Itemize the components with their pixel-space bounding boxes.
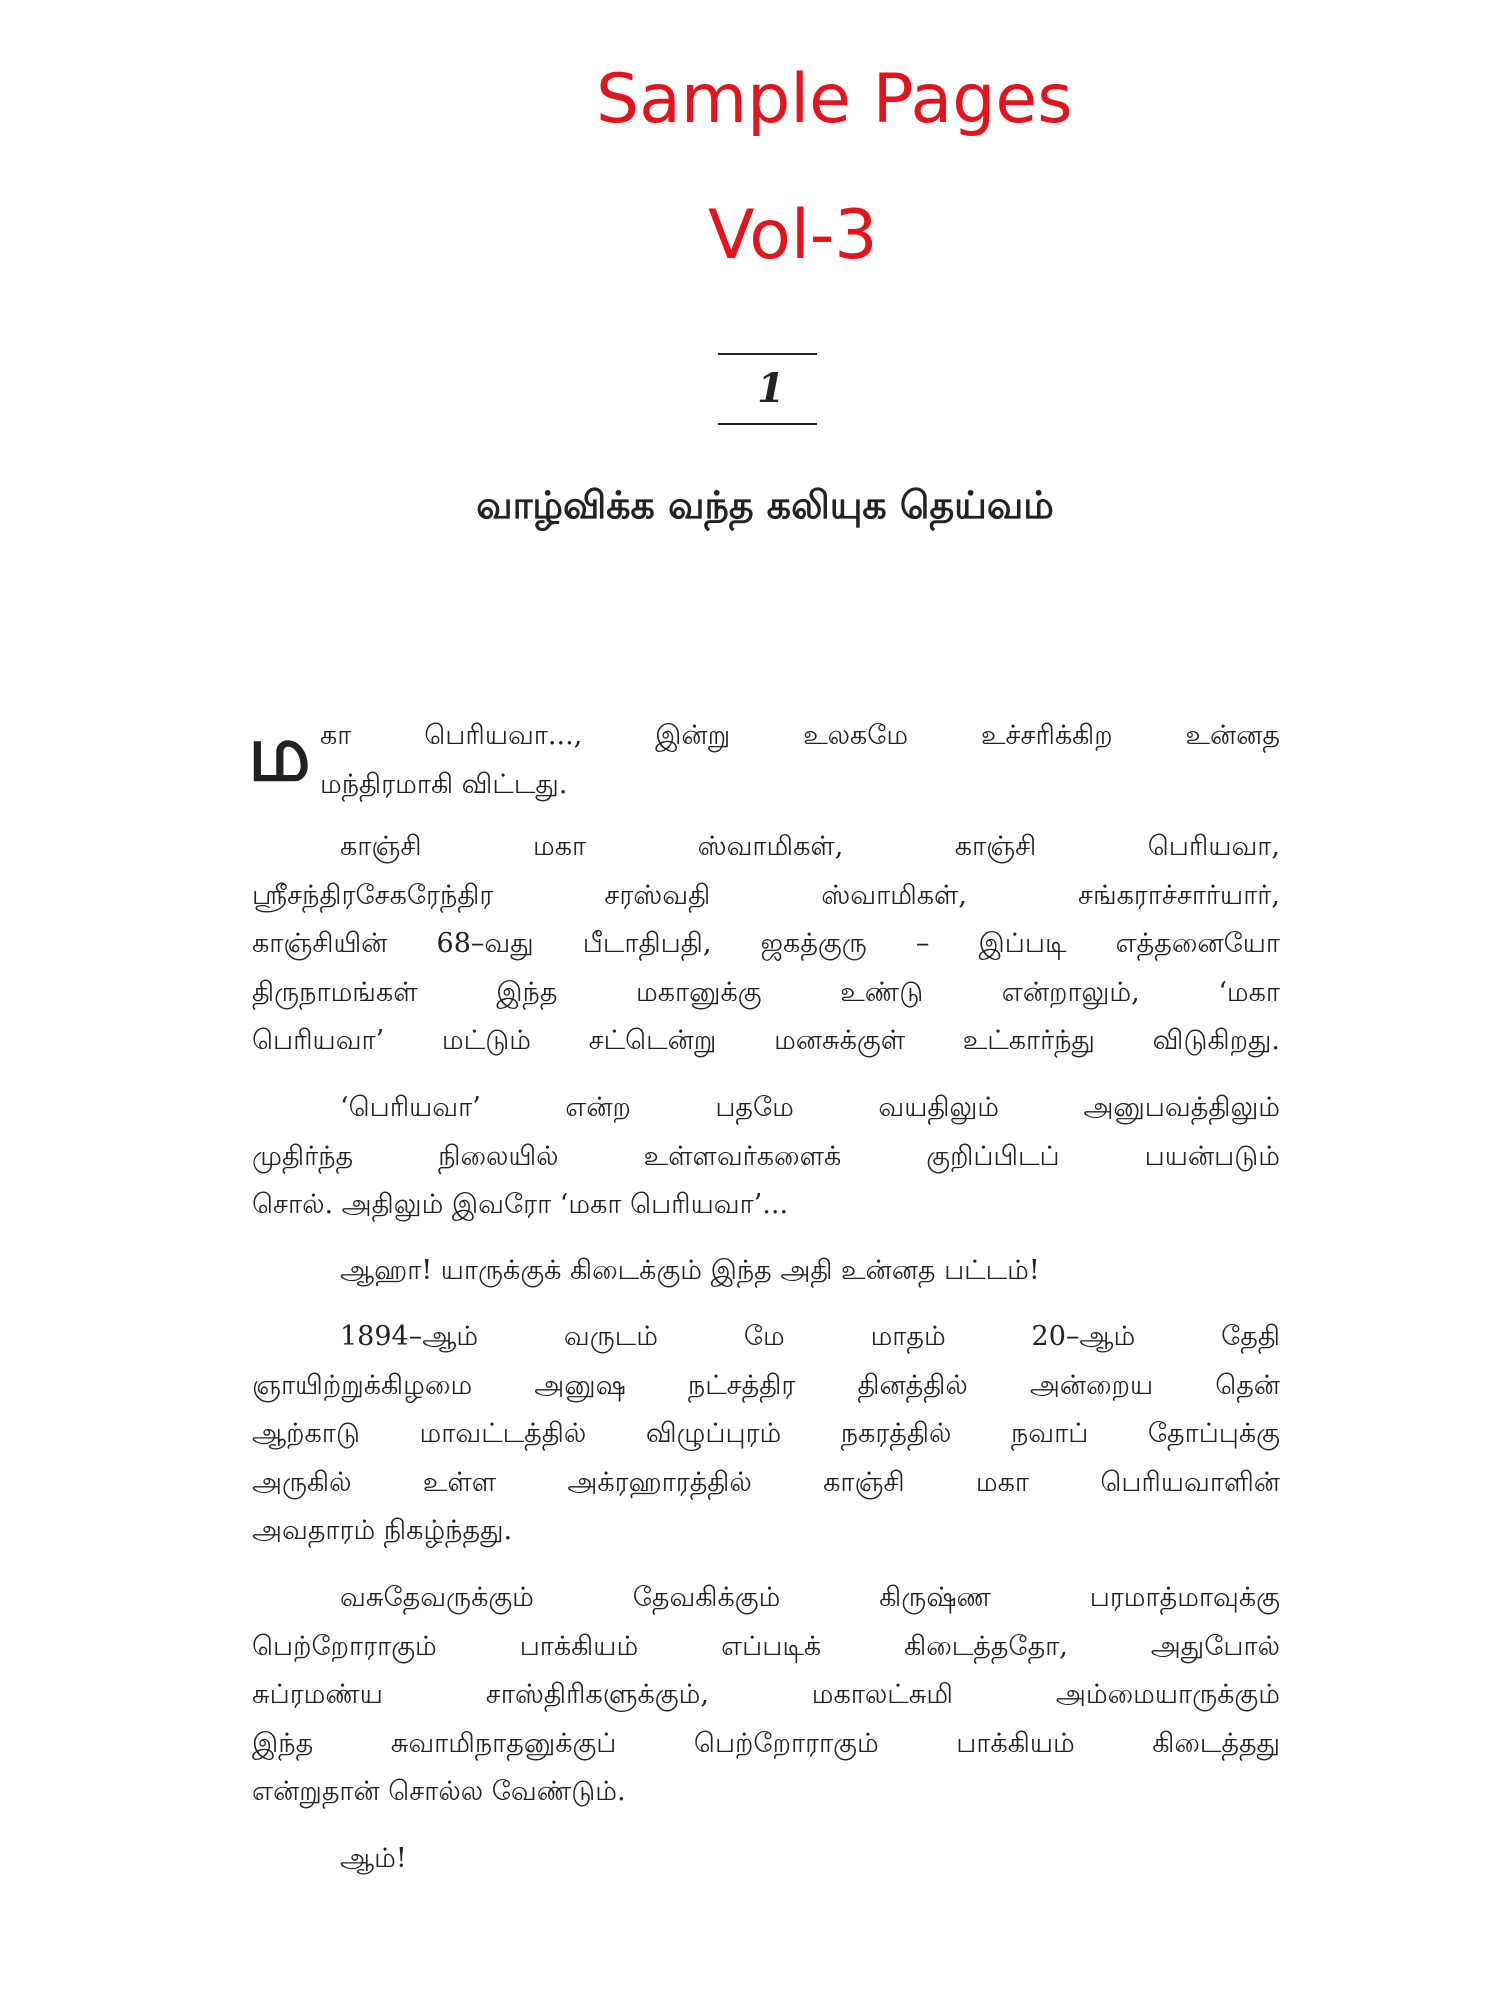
- chapter-number: 1: [757, 365, 785, 412]
- paragraph-1: [320, 712, 1280, 809]
- volume-label: Vol-3: [708, 196, 878, 275]
- text-line: ஞாயிற்றுக்கிழமை அனுஷ நட்சத்திர தினத்தில் அன்றைய தென்: [252, 1369, 1280, 1401]
- text-line: கா பெரியவா..., இன்று உலகமே உச்சரிக்கிற உன்னத: [320, 720, 1280, 751]
- text-line: அவதாரம் நிகழ்ந்தது.: [252, 1515, 513, 1546]
- paragraph-2: [252, 823, 1280, 1066]
- chapter-rule-top: [718, 353, 817, 355]
- text-line: திருநாமங்கள் இந்த மகானுக்கு உண்டு என்றாலும், ‘மகா: [252, 976, 1280, 1008]
- text-line: சொல். அதிலும் இவரோ ‘மகா பெரியவா’...: [252, 1189, 789, 1220]
- text-line: பெற்றோராகும் பாக்கியம் எப்படிக் கிடைத்ததோ, அதுபோல்: [252, 1630, 1280, 1662]
- text-line: ஆஹா! யாருக்குக் கிடைக்கும் இந்த அதி உன்னத பட்டம்!: [340, 1255, 1040, 1286]
- text-line: அருகில் உள்ள அக்ரஹாரத்தில் காஞ்சி மகா பெரியவாளின்: [252, 1466, 1280, 1498]
- text-line: காஞ்சி மகா ஸ்வாமிகள், காஞ்சி பெரியவா,: [340, 831, 1280, 862]
- paragraph-4: [252, 1247, 1280, 1296]
- paragraph-5: [252, 1313, 1280, 1556]
- paragraph-3: [252, 1084, 1280, 1230]
- text-line: மந்திரமாகி விட்டது.: [320, 768, 568, 800]
- text-line: முதிர்ந்த நிலையில் உள்ளவர்களைக் குறிப்பிடப் பயன்படும்: [252, 1140, 1280, 1172]
- text-line: ஸ்ரீசந்திரசேகரேந்திர சரஸ்வதி ஸ்வாமிகள், சங்கராச்சார்யார்,: [252, 879, 1280, 911]
- text-line: ‘பெரியவா’ என்ற பதமே வயதிலும் அனுபவத்திலும்: [340, 1092, 1280, 1123]
- chapter-rule-bottom: [718, 423, 817, 425]
- sample-pages-heading: Sample Pages: [596, 60, 1073, 139]
- chapter-title: வாழ்விக்க வந்த கலியுக தெய்வம்: [476, 482, 1054, 527]
- text-line: ஆம்!: [340, 1843, 407, 1874]
- paragraph-7: [252, 1835, 1280, 1884]
- text-line: பெரியவா’ மட்டும் சட்டென்று மனசுக்குள் உட்கார்ந்து விடுகிறது.: [252, 1025, 1280, 1056]
- text-line: ஆற்காடு மாவட்டத்தில் விழுப்புரம் நகரத்தில் நவாப் தோப்புக்கு: [252, 1418, 1280, 1449]
- text-line: சுப்ரமண்ய சாஸ்திரிகளுக்கும், மகாலட்சுமி அம்மையாருக்கும்: [252, 1679, 1280, 1710]
- text-line: 1894–ஆம் வருடம் மே மாதம் 20–ஆம் தேதி: [340, 1321, 1280, 1352]
- paragraph-6: [252, 1574, 1280, 1817]
- text-line: என்றுதான் சொல்ல வேண்டும்.: [252, 1776, 626, 1807]
- drop-cap: ம: [248, 709, 311, 799]
- text-line: இந்த சுவாமிநாதனுக்குப் பெற்றோராகும் பாக்கியம் கிடைத்தது: [252, 1727, 1280, 1759]
- text-line: வசுதேவருக்கும் தேவகிக்கும் கிருஷ்ண பரமாத்மாவுக்கு: [340, 1582, 1280, 1613]
- text-line: காஞ்சியின் 68–வது பீடாதிபதி, ஜகத்குரு – இப்படி எத்தனையோ: [252, 928, 1280, 959]
